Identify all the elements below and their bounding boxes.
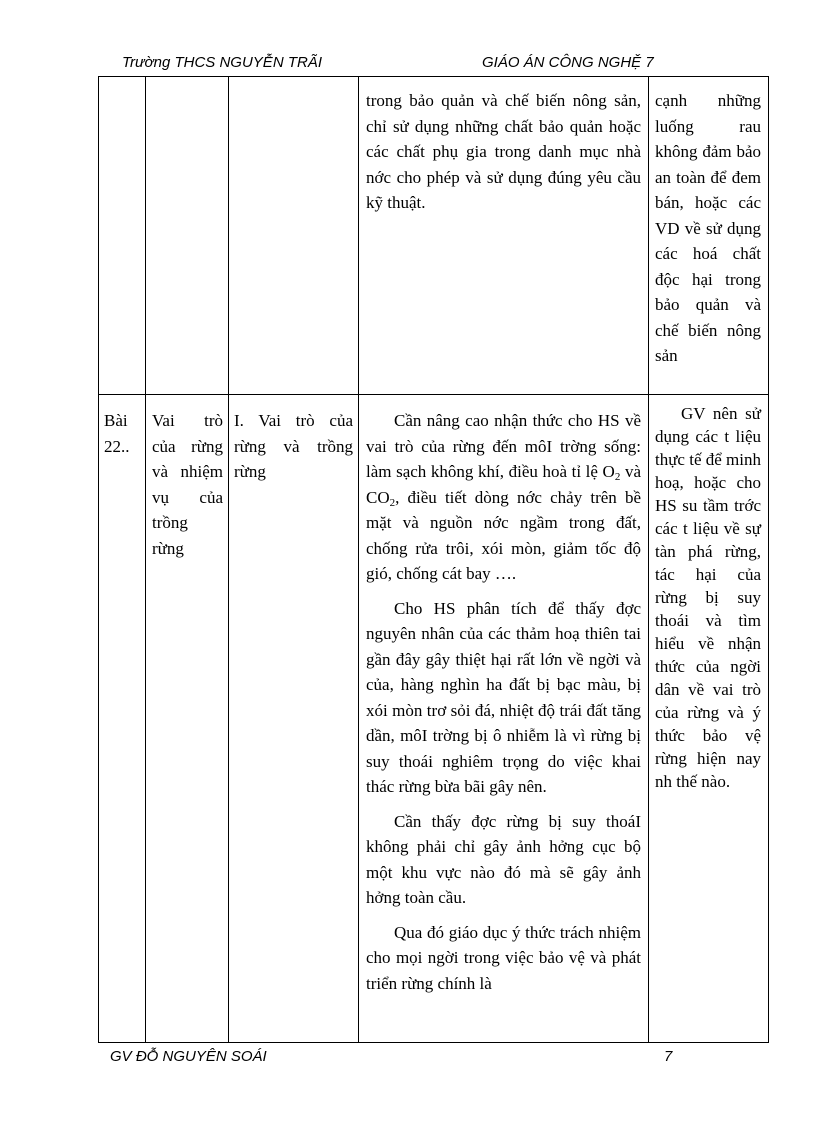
content-paragraph-3: Cần thấy đợc rừng bị suy thoáI không phải chỉ gây ảnh hởng cục bộ một khu vực nào đó mà sẽ gây ảnh hởng toàn cầu. — [366, 811, 641, 907]
page-header — [122, 54, 682, 76]
row1-content-cell — [366, 88, 641, 216]
column-divider — [648, 77, 649, 1043]
column-divider — [358, 77, 359, 1043]
section-heading: I. Vai trò của rừng và trồng rừng — [234, 411, 353, 481]
row1-content-text: trong bảo quản và chế biến nông sản, chỉ sử dụng những chất bảo quản hoặc các chất phụ gia trong danh mục nhà nớc cho phép và sử dụng đúng yêu cầu kỹ thuật. — [366, 91, 641, 212]
row2-notes-cell — [655, 402, 761, 793]
subscript-2: 2 — [614, 471, 621, 483]
paragraph-1-part-a: Cần nâng cao nhận thức cho HS về vai trò của rừng đến môI trờng sống: làm sạch không khí, điều hoà tỉ lệ O — [366, 411, 641, 481]
lesson-number: Bài 22.. — [104, 411, 130, 456]
row2-content-cell — [366, 408, 641, 996]
lesson-topic: Vai trò của rừng và nhiệm vụ của trồng rừng — [152, 411, 223, 558]
content-paragraph-4: Qua đó giáo dục ý thức trách nhiệm cho mọi ngời trong việc bảo vệ và phát triển rừng chính là — [366, 922, 641, 993]
column-divider — [228, 77, 229, 1043]
row2-content-clip — [362, 395, 646, 1042]
table-border-right — [768, 77, 769, 1043]
subscript-2: 2 — [389, 496, 396, 509]
row1-notes-text: cạnh những luống rau không đảm bảo an toàn để đem bán, hoặc các VD về sử dụng các hoá chất độc hại trong bảo quản và chế biến nông sản — [655, 91, 761, 365]
row1-notes-cell — [655, 88, 761, 369]
lesson-number-cell — [104, 408, 140, 459]
teacher-name: GV ĐỖ NGUYÊN SOÁI — [110, 1048, 267, 1065]
page-number: 7 — [664, 1048, 673, 1065]
column-divider — [145, 77, 146, 1043]
content-paragraph-1 — [366, 408, 641, 587]
school-name: Trường THCS NGUYỄN TRÃI — [122, 54, 322, 71]
content-paragraph-2: Cho HS phân tích để thấy đợc nguyên nhân của các thảm hoạ thiên tai gần đây gây thiệt hại rất lớn về ngời và của, hàng nghìn ha đất bị bạc màu, bị xói mòn trơ sỏi đá, nhiệt độ trái đất tăng dần, môI trờng bị ô nhiễm là vì rừng bị suy thoái nghiêm trọng do việc khai thác rừng bừa bãi gây nên. — [366, 598, 641, 796]
row2-notes-text: GV nên sử dụng các t liệu thực tế để minh hoạ, hoặc cho HS su tầm trớc các t liệu về sự tàn phá rừng, tác hại của rừng bị suy thoái và tìm hiểu về nhận thức của ngời dân về vai trò của rừng và ý thức bảo vệ rừng hiện nay nh thế nào. — [655, 404, 761, 791]
table-border-left — [98, 77, 99, 1043]
table-border-bottom — [98, 1042, 769, 1043]
lesson-topic-cell — [152, 408, 223, 561]
lesson-table — [98, 77, 769, 1043]
paragraph-1-part-c: , điều tiết dòng nớc chảy trên bề mặt và nguồn nớc ngầm trong đất, chống rửa trôi, xói mòn, giảm tốc độ gió, chống cát bay …. — [366, 487, 641, 583]
section-cell — [234, 408, 353, 485]
page-footer — [110, 1048, 680, 1070]
subject-title: GIÁO ÁN CÔNG NGHỆ 7 — [482, 54, 654, 71]
paragraph-1-part-b: và CO — [366, 462, 641, 507]
